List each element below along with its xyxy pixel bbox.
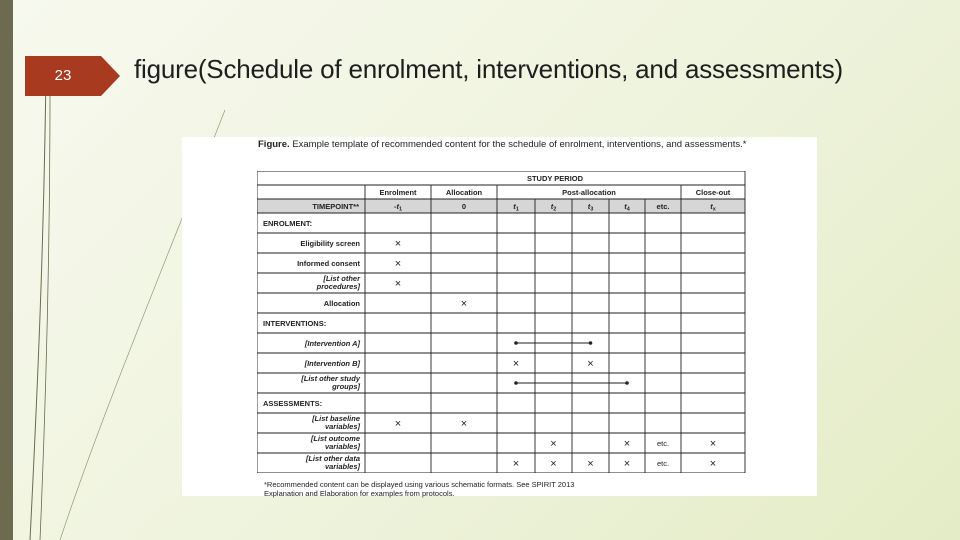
span-end-dot-6 (589, 341, 593, 345)
cell-mark-11-3: × (550, 438, 557, 450)
timepoint-main: etc. (656, 202, 670, 211)
figure-footnote (264, 480, 804, 498)
row-label-1-0: Eligibility screen (300, 239, 360, 248)
figure-caption-label: Figure. (258, 139, 290, 150)
cell-mark-4-1: × (460, 298, 468, 310)
timepoint-6 (657, 202, 670, 211)
timepoint-label: TIMEPOINT** (312, 202, 359, 211)
row-label-3-0: [List other (323, 274, 360, 283)
span-start-dot-6 (514, 341, 518, 345)
timepoint-main: t (587, 202, 591, 211)
slide-title: figure(Schedule of enrolment, interventions, and assessments) (134, 54, 843, 84)
timepoint-sub: x (712, 206, 716, 213)
row-label-0-0: ENROLMENT: (263, 219, 313, 228)
timepoint-main: t (513, 202, 516, 211)
cell-mark-1-0: × (394, 238, 402, 250)
timepoint-sub: 3 (590, 206, 594, 213)
timepoint-sub: 1 (515, 206, 519, 213)
cell-mark-12-2: × (512, 458, 520, 470)
row-label-11-1: variables] (324, 442, 360, 451)
timepoint-1 (462, 202, 466, 211)
row-label-11-0: [List outcome (310, 434, 360, 443)
slide-number: 23 (54, 67, 72, 84)
row-label-7-0: [Intervention B] (304, 359, 360, 368)
column-group-2: Post-allocation (562, 188, 616, 197)
row-label-8-1: groups] (332, 382, 360, 391)
footnote-line-1: *Recommended content can be displayed using various schematic formats. See SPIRIT 2013 (264, 480, 575, 489)
row-label-4-0: Allocation (323, 299, 360, 308)
span-end-dot-8 (625, 381, 629, 385)
row-label-10-0: [List baseline (312, 414, 360, 423)
cell-mark-10-1: × (460, 418, 468, 430)
row-label-12-0: [List other data (305, 454, 360, 463)
cell-mark-12-7: × (709, 458, 717, 470)
row-label-2-0: Informed consent (297, 259, 360, 268)
figure-image (182, 137, 817, 496)
timepoint-main: t (550, 202, 554, 211)
cell-mark-2-0: × (394, 258, 402, 270)
study-period-header: STUDY PERIOD (526, 174, 584, 183)
column-group-1: Allocation (445, 188, 483, 197)
cell-mark-12-3: × (550, 458, 557, 470)
timepoint-main: t (710, 202, 713, 211)
row-label-5-0: INTERVENTIONS: (263, 319, 327, 328)
timepoint-sub: 1 (398, 206, 403, 213)
column-group-0: Enrolment (379, 188, 417, 197)
row-label-3-1: procedures] (316, 282, 360, 291)
cell-mark-7-4: × (587, 358, 594, 370)
cell-mark-10-0: × (394, 418, 402, 430)
row-label-9-0: ASSESSMENTS: (263, 399, 323, 408)
cell-mark-11-7: × (709, 438, 717, 450)
figure-caption (258, 139, 798, 150)
schedule-table (257, 171, 747, 473)
cell-mark-7-2: × (512, 358, 520, 370)
timepoint-main: -t (393, 202, 399, 211)
span-start-dot-8 (514, 381, 518, 385)
row-label-12-1: variables] (324, 462, 360, 471)
timepoint-sub: 4 (626, 206, 630, 213)
column-group-3: Close-out (695, 188, 731, 197)
timepoint-sub: 2 (553, 206, 557, 213)
footnote-line-2: Explanation and Elaboration for examples from protocols. (264, 489, 455, 498)
cell-mark-11-5: × (623, 438, 631, 450)
cell-mark-12-6: etc. (656, 459, 670, 468)
row-label-6-0: [Intervention A] (304, 339, 360, 348)
cell-mark-12-5: × (623, 458, 631, 470)
timepoint-main: t (624, 202, 627, 211)
cell-mark-12-4: × (587, 458, 594, 470)
cell-mark-3-0: × (394, 278, 402, 290)
row-label-10-1: variables] (324, 422, 360, 431)
row-label-8-0: [List other study (301, 374, 360, 383)
figure-caption-text: Example template of recommended content for the schedule of enrolment, interventions, and assessments.* (292, 139, 747, 150)
cell-mark-11-6: etc. (656, 439, 670, 448)
timepoint-main: 0 (461, 202, 467, 211)
